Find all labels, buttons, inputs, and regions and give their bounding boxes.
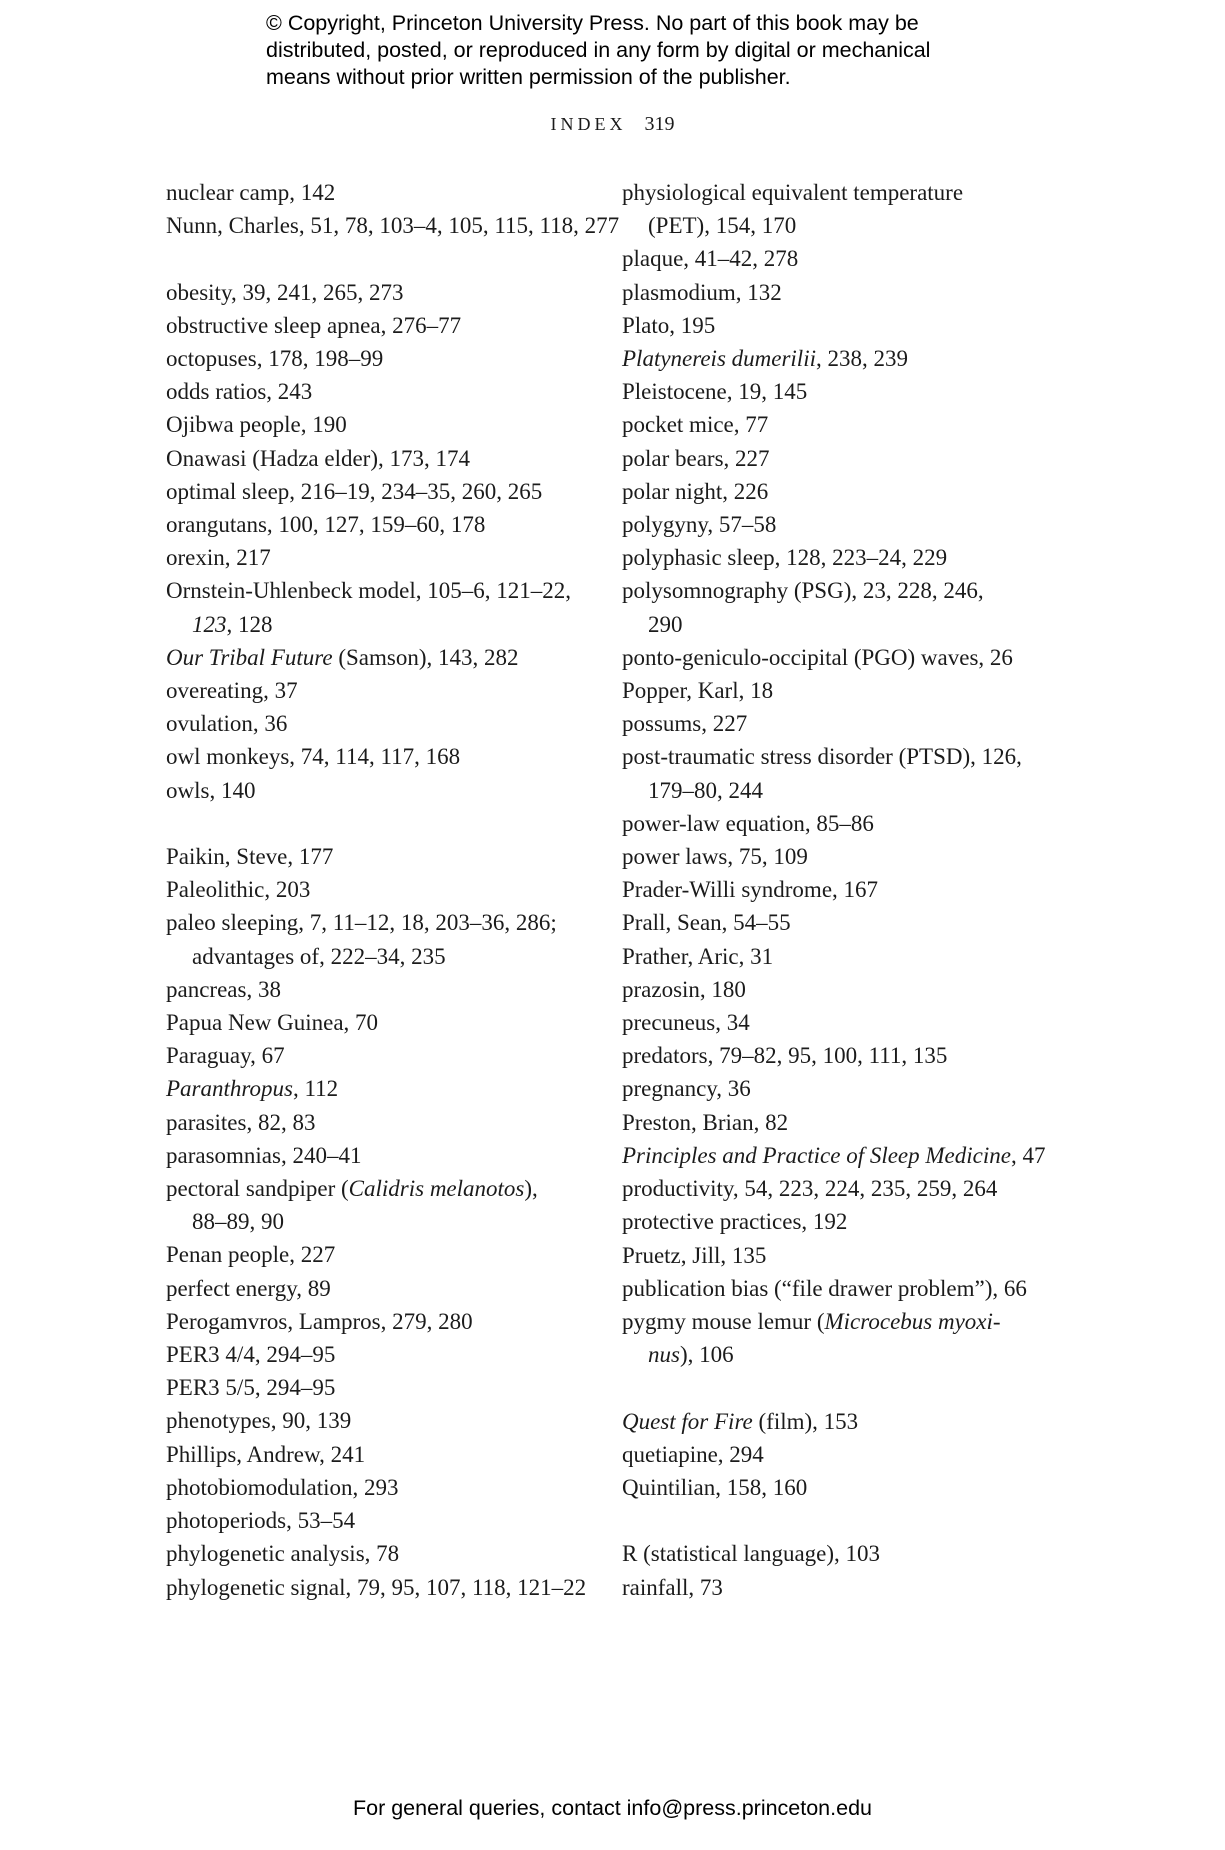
index-entry: Ornstein-Uhlenbeck model, 105–6, 121–22, [166, 578, 571, 604]
index-column-left [166, 176, 620, 1604]
index-letter-gap [622, 1371, 1067, 1404]
index-entry: Penan people, 227 [166, 1242, 336, 1268]
index-entry: power laws, 75, 109 [622, 844, 808, 870]
index-entry: rainfall, 73 [622, 1574, 723, 1600]
index-entry: nus), 106 [648, 1342, 734, 1368]
index-entry: overeating, 37 [166, 678, 298, 704]
index-entry: precuneus, 34 [622, 1010, 750, 1036]
index-entry: pocket mice, 77 [622, 412, 769, 438]
index-letter-gap [166, 807, 606, 840]
index-entry: Prader-Willi syndrome, 167 [622, 877, 879, 903]
index-entry: orexin, 217 [166, 545, 271, 571]
index-column-right [622, 176, 1067, 1604]
index-entry: 88–89, 90 [192, 1209, 284, 1235]
index-entry: polyphasic sleep, 128, 223–24, 229 [622, 545, 948, 571]
index-entry: protective practices, 192 [622, 1209, 848, 1235]
index-entry: power-law equation, 85–86 [622, 810, 874, 836]
running-head [0, 113, 1225, 136]
section-title: INDEX [550, 114, 627, 134]
index-entry: Our Tribal Future (Samson), 143, 282 [166, 644, 519, 670]
index-entry: phylogenetic analysis, 78 [166, 1541, 400, 1567]
copyright-line: means without prior written permission of the publisher. [266, 65, 791, 89]
index-entry: physiological equivalent temperature [622, 180, 964, 205]
index-entry: Paranthropus, 112 [166, 1076, 339, 1102]
index-entry: 290 [648, 611, 683, 637]
index-entry: PER3 5/5, 294–95 [166, 1375, 336, 1401]
index-letter-gap [622, 1504, 1067, 1537]
index-entry: photoperiods, 53–54 [166, 1508, 356, 1534]
index-entry: Quest for Fire (film), 153 [622, 1408, 859, 1434]
index-entry: orangutans, 100, 127, 159–60, 178 [166, 512, 486, 538]
index-entry: plaque, 41–42, 278 [622, 246, 799, 272]
index-entry: perfect energy, 89 [166, 1275, 331, 1301]
index-entry: phenotypes, 90, 139 [166, 1408, 352, 1434]
index-entry: pancreas, 38 [166, 976, 281, 1002]
index-entry: productivity, 54, 223, 224, 235, 259, 264 [622, 1176, 998, 1202]
page-number: 319 [644, 113, 675, 135]
index-entry: Paikin, Steve, 177 [166, 844, 334, 870]
index-entry: owl monkeys, 74, 114, 117, 168 [166, 744, 461, 770]
index-entry: Preston, Brian, 82 [622, 1109, 789, 1135]
index-entry: parasomnias, 240–41 [166, 1142, 362, 1168]
index-entry: R (statistical language), 103 [622, 1541, 881, 1567]
index-entry: Perogamvros, Lampros, 279, 280 [166, 1308, 473, 1334]
index-entry: phylogenetic signal, 79, 95, 107, 118, 121–22 [166, 1574, 587, 1600]
index-entry: predators, 79–82, 95, 100, 111, 135 [622, 1043, 948, 1069]
index-entry: obstructive sleep apnea, 276–77 [166, 312, 462, 338]
index-entry: Popper, Karl, 18 [622, 678, 774, 704]
index-entry: odds ratios, 243 [166, 379, 313, 405]
index-entry: ponto-geniculo-occipital (PGO) waves, 26 [622, 644, 1013, 670]
index-entry: polygyny, 57–58 [622, 512, 777, 538]
index-entry: Prall, Sean, 54–55 [622, 910, 791, 936]
index-entry: quetiapine, 294 [622, 1441, 764, 1467]
index-entry: Phillips, Andrew, 241 [166, 1441, 366, 1467]
index-entry: 179–80, 244 [648, 777, 763, 803]
index-entry: prazosin, 180 [622, 976, 746, 1002]
index-entry: Paraguay, 67 [166, 1043, 285, 1069]
copyright-notice [266, 10, 1026, 91]
index-entry: Plato, 195 [622, 312, 716, 338]
index-entry: polysomnography (PSG), 23, 228, 246, [622, 578, 984, 604]
index-entry: publication bias (“file drawer problem”), 66 [622, 1275, 1027, 1301]
index-entry: Prather, Aric, 31 [622, 943, 774, 969]
index-entry: possums, 227 [622, 711, 748, 737]
index-entry: optimal sleep, 216–19, 234–35, 260, 265 [166, 478, 543, 504]
index-entry: Paleolithic, 203 [166, 877, 311, 903]
index-entry: advantages of, 222–34, 235 [192, 943, 446, 969]
index-entry: pectoral sandpiper (Calidris melanotos), [166, 1176, 538, 1202]
index-entry: Principles and Practice of Sleep Medicine, 47 [622, 1142, 1046, 1168]
index-entry: 123, 128 [192, 611, 273, 637]
index-entry: Quintilian, 158, 160 [622, 1474, 808, 1500]
index-entry: pygmy mouse lemur (Microcebus myoxi- [622, 1308, 1001, 1334]
index-entry: Pruetz, Jill, 135 [622, 1242, 767, 1268]
index-entry: Platynereis dumerilii, 238, 239 [622, 346, 908, 372]
index-entry: obesity, 39, 241, 265, 273 [166, 279, 404, 305]
index-entry: post-traumatic stress disorder (PTSD), 126, [622, 744, 1022, 770]
index-entry: ovulation, 36 [166, 711, 288, 737]
index-entry: plasmodium, 132 [622, 279, 782, 305]
index-entry: polar bears, 227 [622, 445, 770, 471]
footer-contact: For general queries, contact info@press.princeton.edu [352, 1796, 872, 1820]
index-entry: Pleistocene, 19, 145 [622, 379, 808, 405]
index-entry: parasites, 82, 83 [166, 1109, 316, 1135]
index-entry: photobiomodulation, 293 [166, 1474, 399, 1500]
index-letter-gap [166, 242, 606, 275]
index-entry: octopuses, 178, 198–99 [166, 346, 384, 371]
index-entry: Nunn, Charles, 51, 78, 103–4, 105, 115, 118, 277 [166, 213, 620, 239]
index-entry: Onawasi (Hadza elder), 173, 174 [166, 445, 470, 471]
index-entry: Ojibwa people, 190 [166, 412, 347, 438]
index-entry: (PET), 154, 170 [648, 213, 797, 239]
index-entry: owls, 140 [166, 777, 256, 803]
index-entry: nuclear camp, 142 [166, 180, 336, 205]
index-entry: polar night, 226 [622, 478, 769, 504]
index-entry: PER3 4/4, 294–95 [166, 1342, 336, 1368]
copyright-line: © Copyright, Princeton University Press. No part of this book may be [266, 11, 919, 35]
index-entry: paleo sleeping, 7, 11–12, 18, 203–36, 286; [166, 910, 557, 936]
index-entry: Papua New Guinea, 70 [166, 1010, 379, 1036]
index-entry: pregnancy, 36 [622, 1076, 751, 1102]
copyright-line: distributed, posted, or reproduced in any form by digital or mechanical [266, 38, 931, 62]
